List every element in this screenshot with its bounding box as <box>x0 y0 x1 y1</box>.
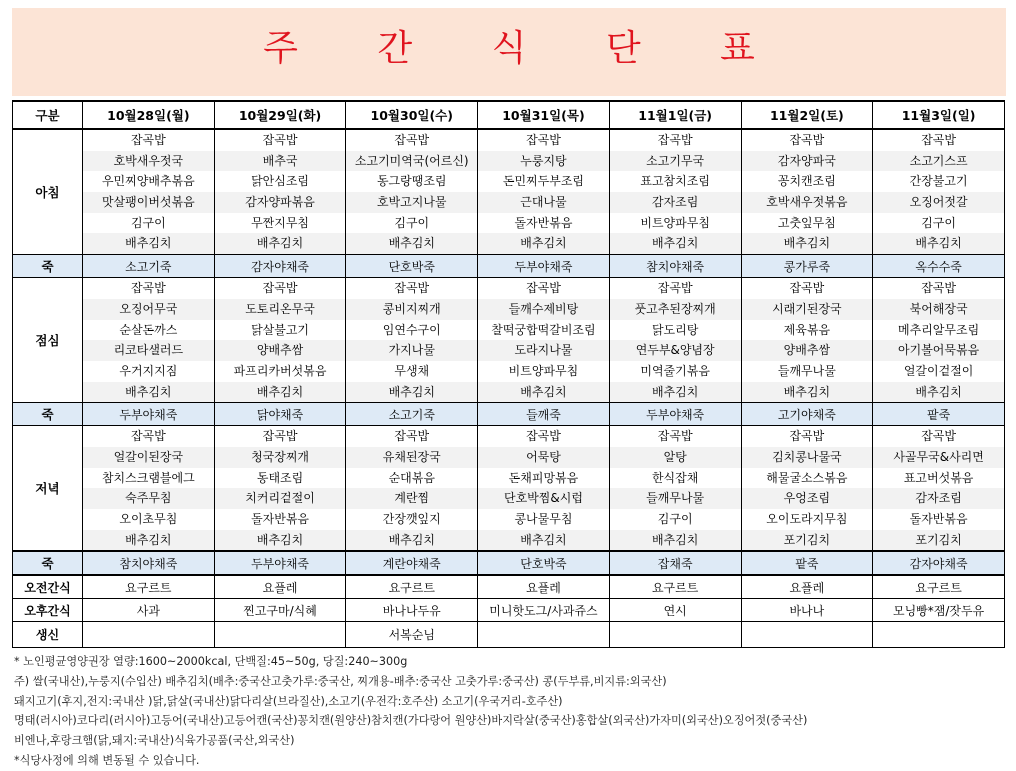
menu-cell: 연시 <box>609 599 741 622</box>
menu-cell: 요구르트 <box>873 575 1005 599</box>
menu-item: 배추김치 <box>478 382 609 403</box>
porridge-label: 죽 <box>13 255 83 278</box>
menu-item: 배추김치 <box>610 233 741 254</box>
menu-cell <box>609 129 741 255</box>
menu-item: 메추리알무조림 <box>898 322 980 337</box>
menu-cell: 두부야채죽 <box>83 403 215 426</box>
menu-cell <box>741 622 873 648</box>
menu-item: 배추김치 <box>346 382 477 403</box>
menu-item: 오징어무국 <box>83 299 214 320</box>
menu-item: 김치콩나물국 <box>742 447 873 468</box>
note-line: *식당사정에 의해 변동될 수 있습니다. <box>14 753 200 767</box>
pm-snack-row <box>13 599 1005 622</box>
menu-item: 잡곡밥 <box>789 281 825 296</box>
menu-item: 잡곡밥 <box>394 133 430 147</box>
menu-cell: 요구르트 <box>346 575 478 599</box>
menu-item: 잡곡밥 <box>394 281 430 296</box>
menu-item: 표고버섯볶음 <box>903 470 974 485</box>
menu-cell: 두부야채죽 <box>214 551 346 575</box>
menu-cell: 바나나 <box>741 599 873 622</box>
menu-item: 근대나물 <box>478 192 609 213</box>
header-day: 10월30일(수) <box>346 101 478 129</box>
menu-item: 배추국 <box>215 151 346 172</box>
menu-item: 잡곡밥 <box>262 281 298 296</box>
menu-item: 계란찜 <box>346 488 477 509</box>
menu-cell <box>83 622 215 648</box>
menu-item: 무짠지무침 <box>251 215 310 230</box>
menu-cell: 두부야채죽 <box>609 403 741 426</box>
menu-item: 배추김치 <box>610 382 741 403</box>
menu-item: 찰떡궁합떡갈비조림 <box>491 322 596 337</box>
menu-item: 감자조림 <box>610 192 741 213</box>
menu-cell: 팥죽 <box>873 403 1005 426</box>
menu-item: 호박새우젓국 <box>83 151 214 172</box>
menu-item: 리코타샐러드 <box>83 340 214 361</box>
menu-item: 감자양파국 <box>742 151 873 172</box>
header-day: 11월2일(토) <box>741 101 873 129</box>
note-line: * 노인평균영양권장 열량:1600~2000kcal, 단백질:45~50g, 당질:240~300g <box>14 655 408 668</box>
menu-item: 소고기스프 <box>873 151 1004 172</box>
menu-item: 잡곡밥 <box>262 429 298 444</box>
menu-item: 콩비지찌개 <box>346 299 477 320</box>
menu-item: 누룽지탕 <box>478 151 609 172</box>
menu-item: 배추김치 <box>83 233 214 254</box>
menu-item: 해물굴소스볶음 <box>766 470 848 485</box>
menu-cell: 팥죽 <box>741 551 873 575</box>
menu-cell <box>478 622 610 648</box>
menu-item: 청국장찌개 <box>215 447 346 468</box>
menu-item: 잡곡밥 <box>526 429 561 444</box>
menu-item: 우엉조림 <box>742 488 873 509</box>
note-line: 주) 쌀(국내산),누룽지(수입산) 배추김치(배추:중국산고춧가루:중국산, 찌개용-배추:중국산 고춧가루:중국산) 콩(두부류,비지류:외국산) <box>14 674 667 688</box>
menu-cell <box>83 129 215 255</box>
menu-item: 우거지지짐 <box>119 363 178 378</box>
menu-item: 치커리겉절이 <box>215 488 346 509</box>
menu-cell: 참치야채죽 <box>609 255 741 278</box>
menu-cell: 감자야채죽 <box>214 255 346 278</box>
menu-item: 순대볶음 <box>388 470 435 485</box>
menu-item: 배추김치 <box>215 530 346 551</box>
menu-item: 배추김치 <box>478 233 609 254</box>
notes <box>14 652 807 771</box>
porridge-row <box>13 551 1005 575</box>
menu-cell <box>478 129 610 255</box>
menu-cell <box>83 278 215 403</box>
menu-item: 잡곡밥 <box>921 281 956 296</box>
title-banner <box>12 8 1006 96</box>
menu-cell: 사과 <box>83 599 215 622</box>
menu-item: 배추김치 <box>215 233 346 254</box>
porridge-row <box>13 403 1005 426</box>
menu-item: 비트양파무침 <box>508 363 579 378</box>
menu-cell <box>609 278 741 403</box>
menu-cell <box>478 426 610 552</box>
meal-label-lunch: 점심 <box>13 278 83 403</box>
menu-item: 닭살불고기 <box>251 322 310 337</box>
menu-cell: 참치야채죽 <box>83 551 215 575</box>
weekly-menu-table <box>12 100 1005 648</box>
menu-cell <box>873 278 1005 403</box>
menu-item: 참치스크램블에그 <box>101 470 195 485</box>
menu-item: 양배추쌈 <box>215 340 346 361</box>
menu-item: 닭안심조림 <box>251 174 310 189</box>
menu-item: 제육볶음 <box>783 322 831 337</box>
menu-item: 배추김치 <box>346 233 477 254</box>
menu-item: 호박고지나물 <box>346 192 477 213</box>
menu-item: 잡곡밥 <box>526 281 561 296</box>
header-day: 10월31일(목) <box>478 101 610 129</box>
menu-item: 잡곡밥 <box>657 429 693 444</box>
menu-item: 소고기미역국(어르신) <box>346 151 477 172</box>
menu-item: 잡곡밥 <box>262 133 298 147</box>
menu-item: 풋고추된장찌개 <box>610 299 741 320</box>
menu-item: 잡곡밥 <box>657 281 693 296</box>
menu-item: 파프리카버섯볶음 <box>233 363 327 378</box>
menu-item: 양배추쌈 <box>742 340 873 361</box>
menu-cell <box>609 426 741 552</box>
menu-item: 닭도리탕 <box>651 322 699 337</box>
menu-item: 동태조림 <box>256 470 304 485</box>
menu-item: 배추김치 <box>873 382 1004 403</box>
menu-cell: 서복순님 <box>346 622 478 648</box>
menu-cell: 바나나두유 <box>346 599 478 622</box>
menu-item: 감자조림 <box>873 488 1004 509</box>
header-day: 10월28일(월) <box>83 101 215 129</box>
menu-cell: 고기야채죽 <box>741 403 873 426</box>
menu-item: 간장불고기 <box>909 174 968 189</box>
menu-item: 잡곡밥 <box>130 133 166 147</box>
menu-cell: 찐고구마/식혜 <box>214 599 346 622</box>
menu-item: 잡곡밥 <box>130 429 166 444</box>
menu-cell: 콩가루죽 <box>741 255 873 278</box>
menu-item: 숙주무침 <box>83 488 214 509</box>
menu-cell <box>609 622 741 648</box>
menu-item: 김구이 <box>657 512 693 526</box>
menu-item: 배추김치 <box>215 382 346 403</box>
menu-cell <box>214 622 346 648</box>
menu-item: 단호박찜&시럽 <box>478 488 609 509</box>
menu-cell <box>873 129 1005 255</box>
header-row <box>13 101 1005 129</box>
header-day: 11월1일(금) <box>609 101 741 129</box>
note-line: 비엔나,후랑크햄(닭,돼지:국내산)식육가공품(국산,외국산) <box>14 734 295 748</box>
menu-item: 돌자반볶음 <box>251 512 310 526</box>
menu-cell: 잡채죽 <box>609 551 741 575</box>
menu-cell: 닭야채죽 <box>214 403 346 426</box>
menu-cell: 요구르트 <box>83 575 215 599</box>
menu-item: 배추김치 <box>83 382 214 403</box>
menu-item: 도토리온무국 <box>215 299 346 320</box>
menu-cell <box>214 129 346 255</box>
menu-cell <box>214 426 346 552</box>
menu-item: 포기김치 <box>873 530 1004 551</box>
menu-cell <box>741 129 873 255</box>
menu-item: 잡곡밥 <box>394 429 430 444</box>
menu-item: 김구이 <box>394 215 430 230</box>
menu-item: 돌자반볶음 <box>909 512 968 526</box>
menu-cell: 요구르트 <box>609 575 741 599</box>
menu-item: 간장깻잎지 <box>382 512 441 526</box>
menu-item: 잡곡밥 <box>657 133 693 147</box>
page-title: 주 간 식 단 표 <box>263 28 789 69</box>
header-day: 11월3일(일) <box>873 101 1005 129</box>
menu-item: 잡곡밥 <box>130 281 166 296</box>
pm-snack-label: 오후간식 <box>13 599 83 622</box>
menu-item: 얼갈이겉절이 <box>903 363 974 378</box>
menu-cell: 소고기죽 <box>83 255 215 278</box>
meal-label-dinner: 저녁 <box>13 426 83 552</box>
menu-item: 포기김치 <box>742 530 873 551</box>
menu-cell: 두부야채죽 <box>478 255 610 278</box>
meal-row-lunch <box>13 278 1005 403</box>
menu-item: 연두부&양념장 <box>610 340 741 361</box>
menu-cell <box>83 426 215 552</box>
menu-cell <box>346 129 478 255</box>
menu-item: 돈채피망볶음 <box>508 470 579 485</box>
header-label: 구분 <box>13 101 83 129</box>
menu-item: 미역줄기볶음 <box>640 363 710 378</box>
menu-item: 배추김치 <box>873 233 1004 254</box>
menu-item: 북어해장국 <box>873 299 1004 320</box>
menu-item: 배추김치 <box>742 382 873 403</box>
menu-item: 돌자반볶음 <box>514 215 573 230</box>
menu-item: 돈민찌두부조림 <box>502 174 585 189</box>
menu-cell <box>478 278 610 403</box>
menu-item: 얼갈이된장국 <box>83 447 214 468</box>
menu-item: 들깨수제비탕 <box>478 299 609 320</box>
porridge-row <box>13 255 1005 278</box>
menu-item: 표고참치조림 <box>640 174 710 189</box>
menu-item: 도라지나물 <box>478 340 609 361</box>
menu-cell <box>873 426 1005 552</box>
menu-item: 잡곡밥 <box>921 429 956 444</box>
menu-cell <box>741 426 873 552</box>
meal-row-breakfast <box>13 129 1005 255</box>
menu-cell: 옥수수죽 <box>873 255 1005 278</box>
menu-item: 알탕 <box>610 447 741 468</box>
menu-item: 유채된장국 <box>346 447 477 468</box>
birthday-label: 생신 <box>13 622 83 648</box>
menu-cell: 단호박죽 <box>478 551 610 575</box>
menu-cell <box>346 278 478 403</box>
menu-item: 고춧잎무침 <box>777 215 836 230</box>
menu-cell: 들깨죽 <box>478 403 610 426</box>
menu-item: 배추김치 <box>742 233 873 254</box>
menu-item: 들깨무나물 <box>610 488 741 509</box>
menu-item: 사골무국&사리면 <box>873 447 1004 468</box>
menu-cell: 계란야채죽 <box>346 551 478 575</box>
meal-row-dinner <box>13 426 1005 552</box>
am-snack-row <box>13 575 1005 599</box>
menu-item: 감자양파볶음 <box>215 192 346 213</box>
header-day: 10월29일(화) <box>214 101 346 129</box>
menu-item: 들깨무나물 <box>777 363 836 378</box>
menu-item: 어묵탕 <box>478 447 609 468</box>
birthday-row <box>13 622 1005 648</box>
menu-item: 우민찌양배추볶음 <box>101 174 195 189</box>
menu-item: 아기볼어묵볶음 <box>873 340 1004 361</box>
menu-item: 잡곡밥 <box>789 429 825 444</box>
menu-item: 배추김치 <box>83 530 214 551</box>
menu-cell <box>346 426 478 552</box>
menu-item: 오징어젓갈 <box>873 192 1004 213</box>
menu-item: 순살돈까스 <box>119 322 178 337</box>
menu-cell <box>873 622 1005 648</box>
menu-cell: 미니핫도그/사과쥬스 <box>478 599 610 622</box>
meal-label-breakfast: 아침 <box>13 129 83 255</box>
menu-item: 가지나물 <box>346 340 477 361</box>
menu-item: 무생채 <box>394 363 430 378</box>
menu-item: 소고기무국 <box>610 151 741 172</box>
note-line: 돼지고기(후지,전지:국내산 )닭,닭살(국내산)닭다리살(브라질산),소고기(우전각:호주산) 소고기(우국거리-호주산) <box>14 694 563 708</box>
menu-item: 잡곡밥 <box>526 133 561 147</box>
menu-cell: 소고기죽 <box>346 403 478 426</box>
menu-item: 꽁치캔조림 <box>777 174 836 189</box>
menu-cell <box>214 278 346 403</box>
menu-item: 배추김치 <box>346 530 477 551</box>
menu-item: 잡곡밥 <box>789 133 825 147</box>
menu-cell: 감자야채죽 <box>873 551 1005 575</box>
menu-item: 배추김치 <box>610 530 741 551</box>
am-snack-label: 오전간식 <box>13 575 83 599</box>
menu-item: 한식잡채 <box>651 470 699 485</box>
menu-item: 맛살팽이버섯볶음 <box>83 192 214 213</box>
menu-item: 콩나물무침 <box>514 512 573 526</box>
menu-cell: 요플레 <box>741 575 873 599</box>
menu-item: 동그랑땡조림 <box>376 174 447 189</box>
menu-item: 김구이 <box>130 215 166 230</box>
menu-item: 임연수구이 <box>382 322 441 337</box>
menu-cell: 요플레 <box>214 575 346 599</box>
menu-item: 시래기된장국 <box>742 299 873 320</box>
menu-item: 배추김치 <box>478 530 609 551</box>
menu-item: 김구이 <box>921 215 956 230</box>
menu-item: 호박새우젓볶음 <box>742 192 873 213</box>
porridge-label: 죽 <box>13 403 83 426</box>
menu-cell: 모닝빵*잼/잣두유 <box>873 599 1005 622</box>
menu-item: 오이도라지무침 <box>766 512 848 526</box>
menu-item: 비트양파무침 <box>640 215 710 230</box>
porridge-label: 죽 <box>13 551 83 575</box>
menu-cell: 요플레 <box>478 575 610 599</box>
menu-item: 잡곡밥 <box>921 133 956 147</box>
menu-cell <box>741 278 873 403</box>
menu-cell: 단호박죽 <box>346 255 478 278</box>
menu-item: 오이초무침 <box>119 512 178 526</box>
note-line: 명태(러시아)코다리(러시아)고등어(국내산)고등어캔(국산)꽁치캔(원양산)참치캔(가다랑어 원양산)바지락살(중국산)홍합살(외국산)가자미(외국산)오징어젓(중국산) <box>14 714 808 728</box>
